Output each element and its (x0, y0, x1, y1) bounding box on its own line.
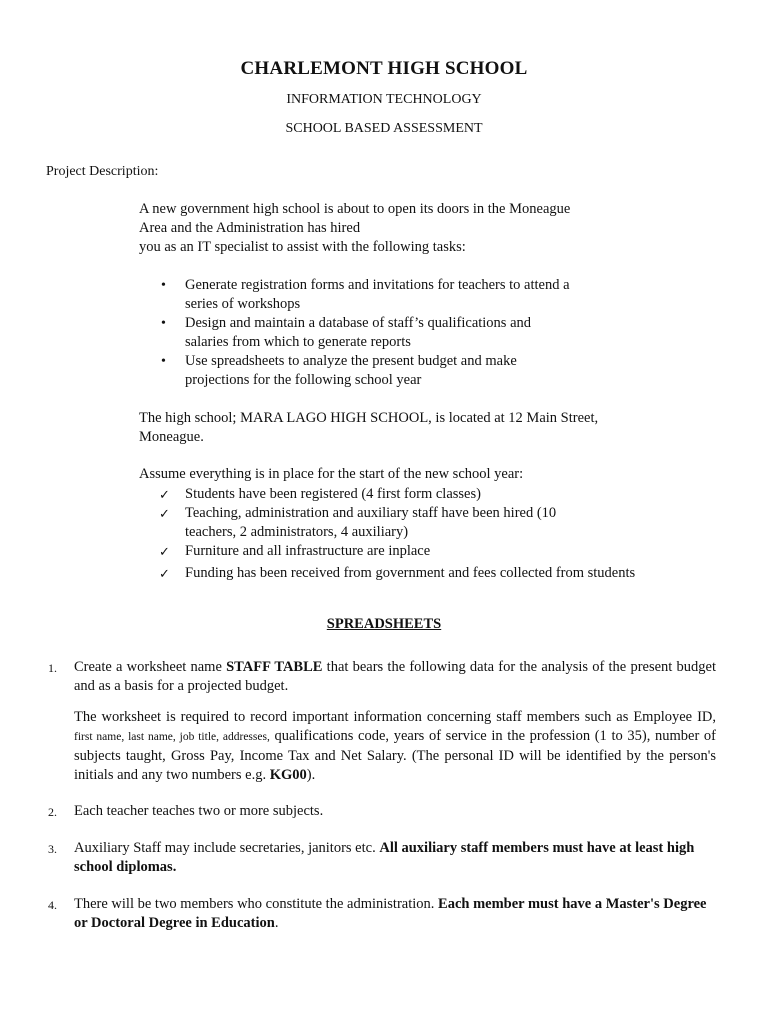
item-paragraph (74, 708, 716, 785)
item-text: that bears the following data for the analysis of the present budget and as a basis for a projected budget. (74, 659, 716, 694)
assumption-line: Teaching, administration and auxiliary staff have been hired (10 (185, 505, 557, 521)
assumption-item (139, 504, 729, 542)
assumptions-intro: Assume everything is in place for the start of the new school year: (139, 466, 524, 482)
task-line: Design and maintain a database of staff’s qualifications and (185, 315, 532, 331)
numbered-item (46, 802, 716, 821)
assumptions-list (139, 485, 729, 583)
item-text: Auxiliary Staff may include secretaries, janitors etc. (74, 840, 380, 856)
item-text: . (274, 915, 279, 931)
assumption-line: Furniture and all infrastructure are inplace (185, 543, 431, 559)
checkmark-icon: ✓ (159, 566, 170, 581)
task-line: Use spreadsheets to analyze the present budget and make (185, 353, 517, 369)
bullet-icon: • (161, 316, 166, 331)
item-text-bold: Each member must have a Master's Degree or Doctoral Degree in Education (74, 896, 707, 931)
task-list (139, 276, 699, 390)
assumption-item (139, 485, 729, 504)
example-id: KG00 (269, 767, 307, 783)
numbered-list (46, 658, 716, 933)
item-text-small: first name, last name, job title, addresses, (74, 731, 270, 743)
intro-paragraph (139, 200, 699, 257)
checkmark-icon: ✓ (159, 487, 170, 502)
item-text: ). (306, 767, 316, 783)
bullet-icon: • (161, 354, 166, 369)
numbered-item (46, 895, 716, 933)
school-title: CHARLEMONT HIGH SCHOOL (240, 58, 528, 79)
subject-title: INFORMATION TECHNOLOGY (286, 92, 482, 107)
task-line: salaries from which to generate reports (185, 334, 411, 350)
intro-line: Area and the Administration has hired (139, 220, 361, 236)
assessment-title: SCHOOL BASED ASSESSMENT (285, 121, 483, 136)
item-number: 4. (48, 898, 57, 912)
task-item (139, 314, 699, 352)
bullet-icon: • (161, 278, 166, 293)
worksheet-name: STAFF TABLE (226, 659, 323, 675)
location-line: Moneague. (139, 429, 204, 445)
assumption-item (139, 542, 729, 561)
item-paragraph (74, 839, 716, 877)
item-paragraph (74, 658, 716, 696)
item-text: The worksheet is required to record important information concerning staff members such as Employee ID, (74, 709, 716, 725)
assumption-line: Students have been registered (4 first form classes) (185, 486, 481, 502)
checkmark-icon: ✓ (159, 506, 170, 521)
location-line: The high school; MARA LAGO HIGH SCHOOL, is located at 12 Main Street, (139, 410, 599, 426)
item-number: 1. (48, 661, 57, 675)
item-text: qualifications code, years of service in the profession (1 to 35), number of subjects taught, Gross Pay, Income Tax and Net Salary. (The personal ID will be identified by the person's initials and any two numbers e.g. (74, 728, 716, 783)
item-text: There will be two members who constitute the administration. (74, 896, 439, 912)
intro-line: you as an IT specialist to assist with the following tasks: (139, 239, 466, 255)
item-text: Create a worksheet name (74, 659, 227, 675)
item-text-bold: All auxiliary staff members must have at least high school diplomas. (74, 840, 695, 875)
numbered-item (46, 839, 716, 877)
assumption-line: Funding has been received from government and fees collected from students (185, 565, 636, 581)
task-item (139, 352, 699, 390)
numbered-item (46, 658, 716, 785)
project-description-label: Project Description: (46, 164, 159, 179)
assumption-item (139, 564, 729, 583)
task-line: Generate registration forms and invitations for teachers to attend a (185, 277, 570, 293)
item-number: 2. (48, 805, 57, 819)
spreadsheets-heading: SPREADSHEETS (326, 616, 442, 632)
intro-line: A new government high school is about to open its doors in the Moneague (139, 201, 571, 217)
task-line: projections for the following school year (185, 372, 422, 388)
item-paragraph (74, 895, 716, 933)
task-line: series of workshops (185, 296, 301, 312)
assumption-line: teachers, 2 administrators, 4 auxiliary) (185, 524, 409, 540)
checkmark-icon: ✓ (159, 544, 170, 559)
task-item (139, 276, 699, 314)
location-paragraph (139, 409, 699, 447)
item-paragraph: Each teacher teaches two or more subjects. (74, 803, 324, 819)
item-number: 3. (48, 842, 57, 856)
